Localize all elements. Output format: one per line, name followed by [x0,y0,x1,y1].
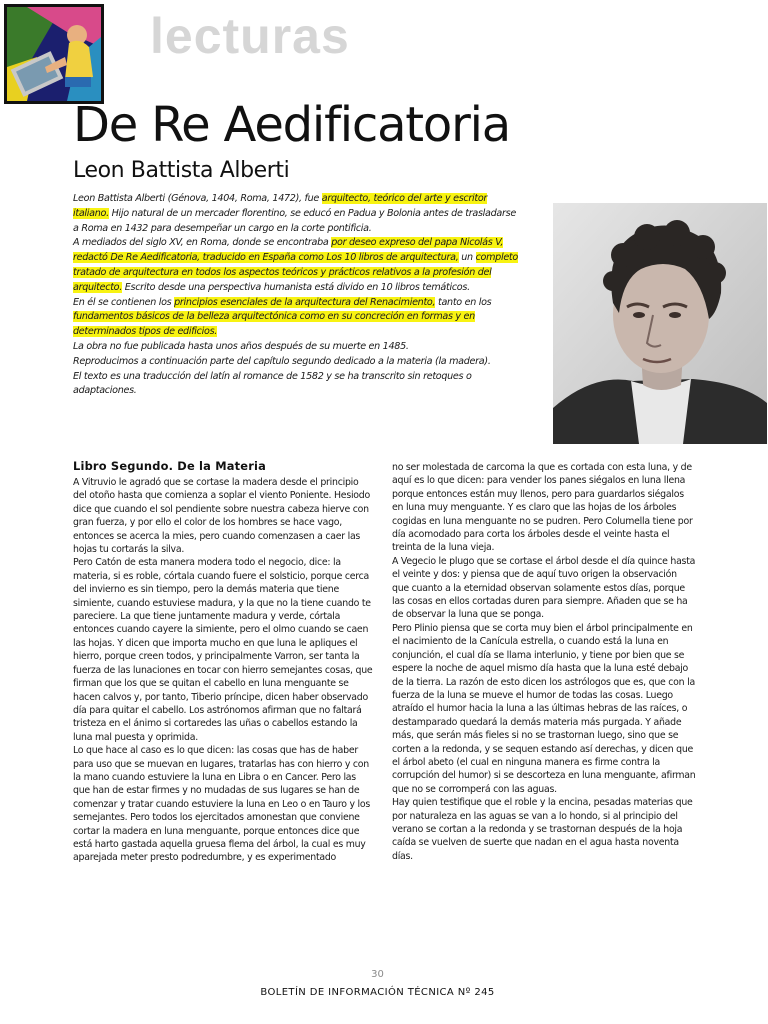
highlighted-text: principios esenciales de la arquitectura del Renacimiento, [174,296,436,308]
intro-paragraph [73,370,521,400]
intro-text-segment: La obra no fue publicada hasta unos años después de su muerte en 1485. [73,340,409,352]
body-paragraph: A Vegecio le plugo que se cortase el árbol desde el día quince hasta el veinte y dos: y piensa que de aquí tuvo origen la observación que cuanto a la eternidad observan solamente estos días, porque las cosas en ellos cortadas duren para siempre. Añaden que se ha de observar la luna que se ponga. [392,555,696,621]
highlighted-text: fundamentos básicos de la belleza arquitectónica como en su concreción en formas y en determinados tipos de edificios. [73,311,475,338]
intro-paragraph [73,340,521,355]
article-title: De Re Aedificatoria [73,97,510,153]
article-author: Leon Battista Alberti [73,158,290,183]
highlighted-text: arquitecto, teórico del arte y escritor italiano. [73,193,488,219]
body-column-right [392,461,696,863]
intro-paragraph [73,355,521,370]
body-paragraph: Pero Plinio piensa que se corta muy bien el árbol principalmente en el nacimiento de la Canícula estrella, o cuando está la luna en conjunción, el cual día se llama interlunio, y tiene por bien que se espere la noche de aquel mismo día hasta que la luna esté debajo de la tierra. La razón de esto dicen los astrólogos que es, que con la fuerza de la luna se mueve el humor de todas las cosas. Luego atraído el humor hacia la luna a las últimas hebras de las raíces, o destamparado quedará la demás materia más purgada. Y añade más, que serán más fieles si no se trastornan luego, sino que se corten a la redonda, y se sequen estando así derechas, y dicen que el árbol abeto (el cual en ninguna manera es firme contra la corrupción del humor) si se descorteza en luna menguante, afirman que no se corromperá con las aguas. [392,622,696,795]
intro-text-segment: tanto en los [435,296,492,308]
body-paragraph: Hay quien testifique que el roble y la encina, pesadas materias que por naturaleza en las aguas se van a lo hondo, si al principio del verano se cortan a la redonda y se trastornan después de la hoja caída se vuelven de suerte que nadan en el agua hasta noventa días. [392,797,693,862]
chapter-heading: Libro Segundo. De la Materia [73,459,267,473]
highlighted-text: completo tratado de arquitectura en todos los aspectos teóricos y prácticos relativos a la profesión del arquitecto. [73,252,518,293]
intro-text-segment: Hijo natural de un mercader florentino, se educó en Padua y Bolonia antes de trasladarse a Roma en 1432 para desempeñar un cargo en la corte pontificia. [73,207,516,234]
highlighted-text: por deseo expreso del papa Nicolás V, redactó De Re Aedificatoria, traducido en España como Los 10 libros de arquitectura, [73,237,504,264]
body-paragraph: Lo que hace al caso es lo que dicen: las cosas que has de haber para uso que se muevan en lugares, tratarlas has con hierro y con la mano cuando estuviere la luna en Libra o en Cancer. Pero las que han de estar firmes y no mudadas de sus lugares se han de comenzar y tratar cuando estuviere la luna en Leo o en Tauro y los semejantes. Pero todos los ejercitados amonestan que conviene cortar la madera en luna menguante, porque entonces dice que está harto gastada aquella gruesa flema del árbol, la cual es muy aparejada meter presto podredumbre, y es experimentado [73,745,370,864]
intro-text-segment: El texto es una traducción del latín al romance de 1582 y se ha transcrito sin retoques o adaptaciones. [73,370,472,397]
body-column-left [73,476,373,865]
person-at-computer-icon [4,4,104,104]
intro-text-segment: En él se contienen los [73,296,175,308]
author-portrait [553,203,767,444]
section-label: lecturas [150,8,350,64]
publication-footer: BOLETÍN DE INFORMACIÓN TÉCNICA Nº 245 [260,987,495,998]
intro-text-segment: Leon Battista Alberti (Génova, 1404, Roma, 1472), fue [73,193,322,204]
intro-paragraph [73,236,521,295]
page-number: 30 [371,969,384,980]
intro-paragraph [73,192,521,236]
body-paragraph: no ser molestada de carcoma la que es cortada con esta luna, y de aquí es lo que dicen: para vender los panes siégalos en luna llena porque entonces están muy llenos, pero para guardarlos siégalos en luna muy menguante. Y es claro que las hojas de los árboles cogidas en luna menguante no se pudren. Pero Columella tiene por día acomodado para corta los árboles desde el veinte hasta el treinta de la luna vieja. [392,462,693,554]
intro-paragraph [73,296,521,340]
intro-text-segment: Escrito desde una perspectiva humanista está divido en 10 libros temáticos. [121,281,470,293]
intro-text [73,192,521,399]
intro-text-segment: A mediados del siglo XV, en Roma, donde se encontraba [73,237,332,249]
body-paragraph: Pero Catón de esta manera modera todo el negocio, dice: la materia, si es roble, córtala cuando fuere el solsticio, porque cerca del invierno es sin tiempo, pero la demás materia que tiene simiente, cuando estuviese madura, y la que no la tiene cuando te pareciere. La que tiene juntamente madura y verde, córtala entonces cuando cayere la simiente, pero el olmo cuando se caen las hojas. Y dicen que importa mucho en que luna le apliques el hierro, porque creen todos, y principalmente Varron, ser tanta la fuerza de las lunaciones en tocar con hierro semejantes cosas, que firman que los que se quitan el cabello en luna menguante se hacen calvos y, por tanto, Tiberio príncipe, dicen haber observado día para quitar el cabello. Los astrónomos afirman que no faltará tristeza en el ánimo si cortaredes las uñas o cabellos estando la luna mal puesta y oprimida. [73,557,373,743]
body-paragraph: A Vitruvio le agradó que se cortase la madera desde el principio del otoño hasta que comienza a soplar el viento Poniente. Hesiodo dice que cuando el sol pendiente sobre nuestra cabeza hierve con gran fuerza, y por ello el color de los hombres se hace vago, entonces se acerca la mies, pero cuando comenzasen a caer las hojas tu cortarás la silva. [73,477,370,556]
intro-text-segment: un [458,252,476,264]
intro-text-segment: Reproducimos a continuación parte del capítulo segundo dedicado a la materia (la madera). [73,355,491,367]
